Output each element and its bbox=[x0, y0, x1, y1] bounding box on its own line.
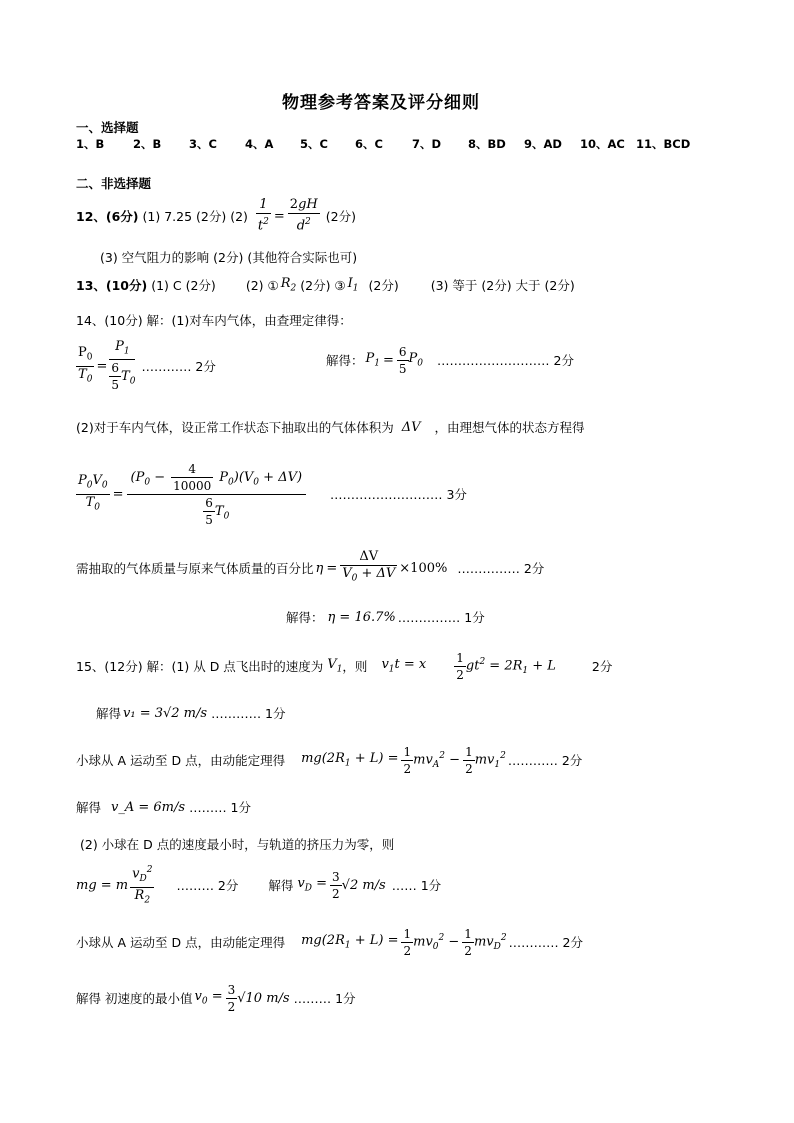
page-title: 物理参考答案及评分细则 bbox=[282, 93, 480, 113]
q14-eq-rhs: $P_1$ $\frac{6}{5}$ $T_0$ bbox=[111, 338, 136, 393]
q13-part3: (2分) ③ bbox=[300, 278, 346, 293]
q14-solve1-label: 解得： bbox=[326, 353, 364, 368]
q14-ratio-frac: $\frac{\Delta V}{V_0 + \Delta V}$ bbox=[342, 549, 396, 584]
q15-solve2-label: 解得 bbox=[76, 800, 102, 815]
q13-part4: (2分) bbox=[368, 278, 399, 293]
q14-score2: ……………………… 2分 bbox=[437, 353, 574, 368]
answer-11: 11、BCD bbox=[636, 137, 691, 151]
answer-2: 2、B bbox=[133, 137, 162, 151]
q14-score4: …………… 2分 bbox=[457, 561, 545, 576]
q13-line bbox=[76, 276, 575, 294]
q15-score8: ……… 1分 bbox=[293, 991, 356, 1006]
q15-line1b: ，则 bbox=[342, 659, 368, 674]
q15-line7-label: 小球从 A 运动至 D 点，由动能定理得 bbox=[76, 935, 286, 950]
q14-gas-eq: $\frac{P_0V_0}{T_0}$ = ($P_0$ − $\frac{4}{10000}$ $P_0)(V_0 + \Delta V)$ $\frac{6}{5}$ $T_0$ bbox=[76, 458, 306, 530]
answer-8: 8、BD bbox=[468, 137, 506, 151]
q15-score3: ………… 2分 bbox=[507, 753, 583, 768]
q14-charles-eq: $\frac{P_0}{T_0}$ = $P_1$ $\frac{6}{5}$ $T_0$ ………… 2分 bbox=[78, 338, 216, 393]
q15-result2: v_A = 6m/s bbox=[111, 799, 186, 815]
q14-solve2-label: 解得： bbox=[286, 610, 324, 625]
q15-score7: ………… 2分 bbox=[508, 935, 583, 950]
q14-delta-v: ΔV bbox=[401, 419, 421, 435]
q15-solve2 bbox=[76, 798, 251, 816]
q15-line3: 小球从 A 运动至 D 点，由动能定理得 $mg(2R_1 + L)$ = $\frac{1}{2}$ $mv_A^2$ − $\frac{1}{2}$ $mv_1^2$ ………… 2分 bbox=[76, 744, 583, 776]
q14-score3: ……………………… 3分 bbox=[330, 487, 467, 502]
section-heading-nonchoice: 二、非选择题 bbox=[76, 176, 152, 191]
q14-score5: …………… 1分 bbox=[397, 610, 485, 625]
q14-solve1: 解得： $P_1$ = $\frac{6}{5}$ $P_0$ ……………………… 2分 bbox=[326, 344, 574, 376]
q15-score6: …… 1分 bbox=[391, 878, 442, 893]
q15-line1a: 15、(12分) 解：(1) 从 D 点飞出时的速度为 bbox=[76, 659, 324, 674]
q14-result: η = 16.7% bbox=[327, 609, 396, 625]
q12-part1: (1) 7.25 (2分) (2) bbox=[142, 209, 248, 224]
q14-eq-lhs: $\frac{P_0}{T_0}$ bbox=[78, 344, 93, 385]
answer-5: 5、C bbox=[300, 137, 328, 151]
answer-3: 3、C bbox=[189, 137, 217, 151]
answer-7: 7、D bbox=[412, 137, 442, 151]
q15-score2: ………… 1分 bbox=[211, 706, 286, 721]
answer-10: 10、AC bbox=[580, 137, 625, 151]
q13-r2: $R_2$ bbox=[280, 276, 297, 294]
answer-4: 4、A bbox=[245, 137, 274, 151]
answer-9: 9、AD bbox=[524, 137, 562, 151]
q14-line1: 14、(10分) 解：(1)对车内气体，由查理定律得： bbox=[76, 313, 352, 328]
answer-1: 1、B bbox=[76, 137, 105, 151]
q14-gas-rhs: ($P_0$ − $\frac{4}{10000}$ $P_0)(V_0 + \Delta V)$ $\frac{6}{5}$ $T_0$ bbox=[127, 461, 307, 528]
q15-score4: ……… 1分 bbox=[189, 800, 251, 815]
section-heading-choice: 一、选择题 bbox=[76, 120, 139, 135]
q15-centripetal: mg = m $v_D^2$ $R_2$ ……… 2分 解得 $v_D$ = $\frac{3}{2}$ √2 m/s …… 1分 bbox=[76, 862, 441, 908]
q15-final: 解得 初速度的最小值 $v_0$ = $\frac{3}{2}$ √10 m/s ……… 1分 bbox=[76, 982, 356, 1014]
q12-line2: (3) 空气阻力的影响 (2分) (其他符合实际也可) bbox=[100, 250, 358, 265]
q14-gas-lhs: $\frac{P_0V_0}{T_0}$ bbox=[78, 472, 108, 513]
q13-part2: (2) ① bbox=[245, 277, 279, 293]
answer-6: 6、C bbox=[355, 137, 383, 151]
q14-line2a: (2)对于车内气体，设正常工作状态下抽取出的气体体积为 bbox=[76, 420, 394, 435]
q15-line5: (2) 小球在 D 点的速度最小时，与轨道的挤压力为零，则 bbox=[80, 837, 395, 852]
q15-solve1 bbox=[96, 704, 286, 722]
q12-line1: 12、(6分) (1) 7.25 (2分) (2) $\frac{1}{t^2}$ = $\frac{2gH}{d^2}$ (2分) bbox=[76, 197, 356, 234]
q14-solve2 bbox=[286, 608, 485, 626]
q12-head: 12、(6分) bbox=[76, 209, 139, 224]
q14-line2b: ，由理想气体的状态方程得 bbox=[434, 420, 585, 435]
q15-solve4-label: 解得 初速度的最小值 bbox=[76, 991, 193, 1006]
q12-part2: (2分) bbox=[325, 209, 356, 224]
q15-line1: 15、(12分) 解：(1) 从 D 点飞出时的速度为 $V_1$ ，则 $v_1t = x$ 1 2 $gt^2 = 2R_1 + L$ 2分 bbox=[76, 650, 613, 682]
q14-ratio: 需抽取的气体质量与原来气体质量的百分比 η = $\frac{\Delta V}{V_0 + \Delta V}$ ×100% …………… 2分 bbox=[76, 548, 544, 588]
q13-i1: $I_1$ bbox=[347, 276, 359, 294]
q15-solve1-label: 解得 bbox=[96, 706, 122, 721]
q15-score5: ……… 2分 bbox=[176, 878, 239, 893]
q13-part1: (1) C (2分) bbox=[151, 278, 216, 293]
q15-line3-label: 小球从 A 运动至 D 点，由动能定理得 bbox=[76, 753, 286, 768]
q13-part5: (3) 等于 (2分) 大于 (2分) bbox=[430, 278, 575, 293]
q15-result1: v₁ = 3√2 m/s bbox=[123, 705, 208, 721]
q13-head: 13、(10分) bbox=[76, 278, 148, 293]
q14-ratio-label: 需抽取的气体质量与原来气体质量的百分比 bbox=[76, 561, 314, 576]
q14-line2 bbox=[76, 418, 585, 436]
q14-score1: ………… 2分 bbox=[141, 359, 216, 374]
q12-formula-lhs: $\frac{1}{t^2}$ bbox=[257, 197, 269, 234]
q12-formula-rhs: $\frac{2gH}{d^2}$ bbox=[289, 197, 318, 234]
q15-score1: 2分 bbox=[591, 659, 613, 674]
q15-line7: 小球从 A 运动至 D 点，由动能定理得 $mg(2R_1 + L)$ = $\frac{1}{2}$ $mv_0^2$ − $\frac{1}{2}$ $mv_D^2$ ………… 2分 bbox=[76, 926, 583, 958]
q15-solve3-label: 解得 bbox=[268, 878, 294, 893]
